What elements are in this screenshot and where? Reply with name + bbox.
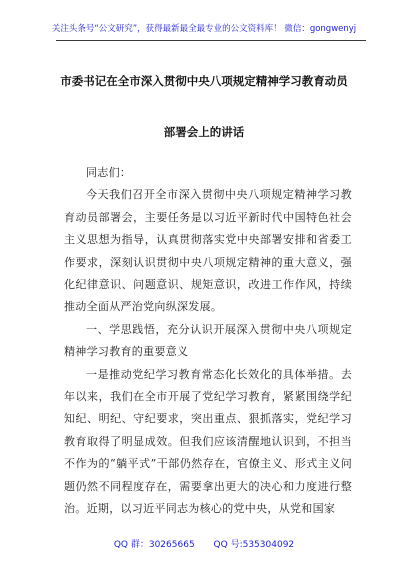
paragraph-point-1: 一是推动党纪学习教育常态化长效化的具体举措。去年以来，我们在全市开展了党纪学习教育，紧紧围绕学纪知纪、明纪、守纪要求，突出重点、狠抓落实，党纪学习教育取得了明显成效。但我们应该清醒地认识到，不担当不作为的“躺平式”干部仍然存在，官僚主义、形式主义问题仍然不同程度存在，需要拿出更大的决心和力度进行整治。近期，以习近平同志为核心的党中央，从党和国家	[64, 367, 352, 516]
document-title-line2: 部署会上的讲话	[163, 125, 245, 139]
document-title-line1: 市委书记在全市深入贯彻中央八项规定精神学习教育动员	[60, 74, 348, 88]
footer-contact	[0, 537, 408, 550]
salutation: 同志们：	[86, 166, 132, 179]
footer-qq-number[interactable]: QQ 号:535304092	[213, 540, 295, 550]
header-divider	[56, 40, 366, 41]
section-heading-1: 一、学思践悟，充分认识开展深入贯彻中央八项规定精神学习教育的重要意义	[64, 322, 352, 359]
document-body	[64, 162, 352, 521]
paragraph-intro: 今天我们召开全市深入贯彻中央八项规定精神学习教育动员部署会，主要任务是以习近平新时代中国特色社会主义思想为指导，认真贯彻落实党中央部署安排和省委工作要求，深刻认识贯彻中央八项规定精神的重大意义，强化纪律意识、问题意识、规矩意识，改进工作作风，持续推动全面从严治党向纵深发展。	[64, 188, 352, 314]
header-promo-link[interactable]: 关注头条号“公文研究”，获得最新最全最专业的公文资料库！ 微信：gongwenyj	[51, 24, 357, 34]
footer-qq-group[interactable]: QQ 群：30265665	[113, 540, 195, 550]
